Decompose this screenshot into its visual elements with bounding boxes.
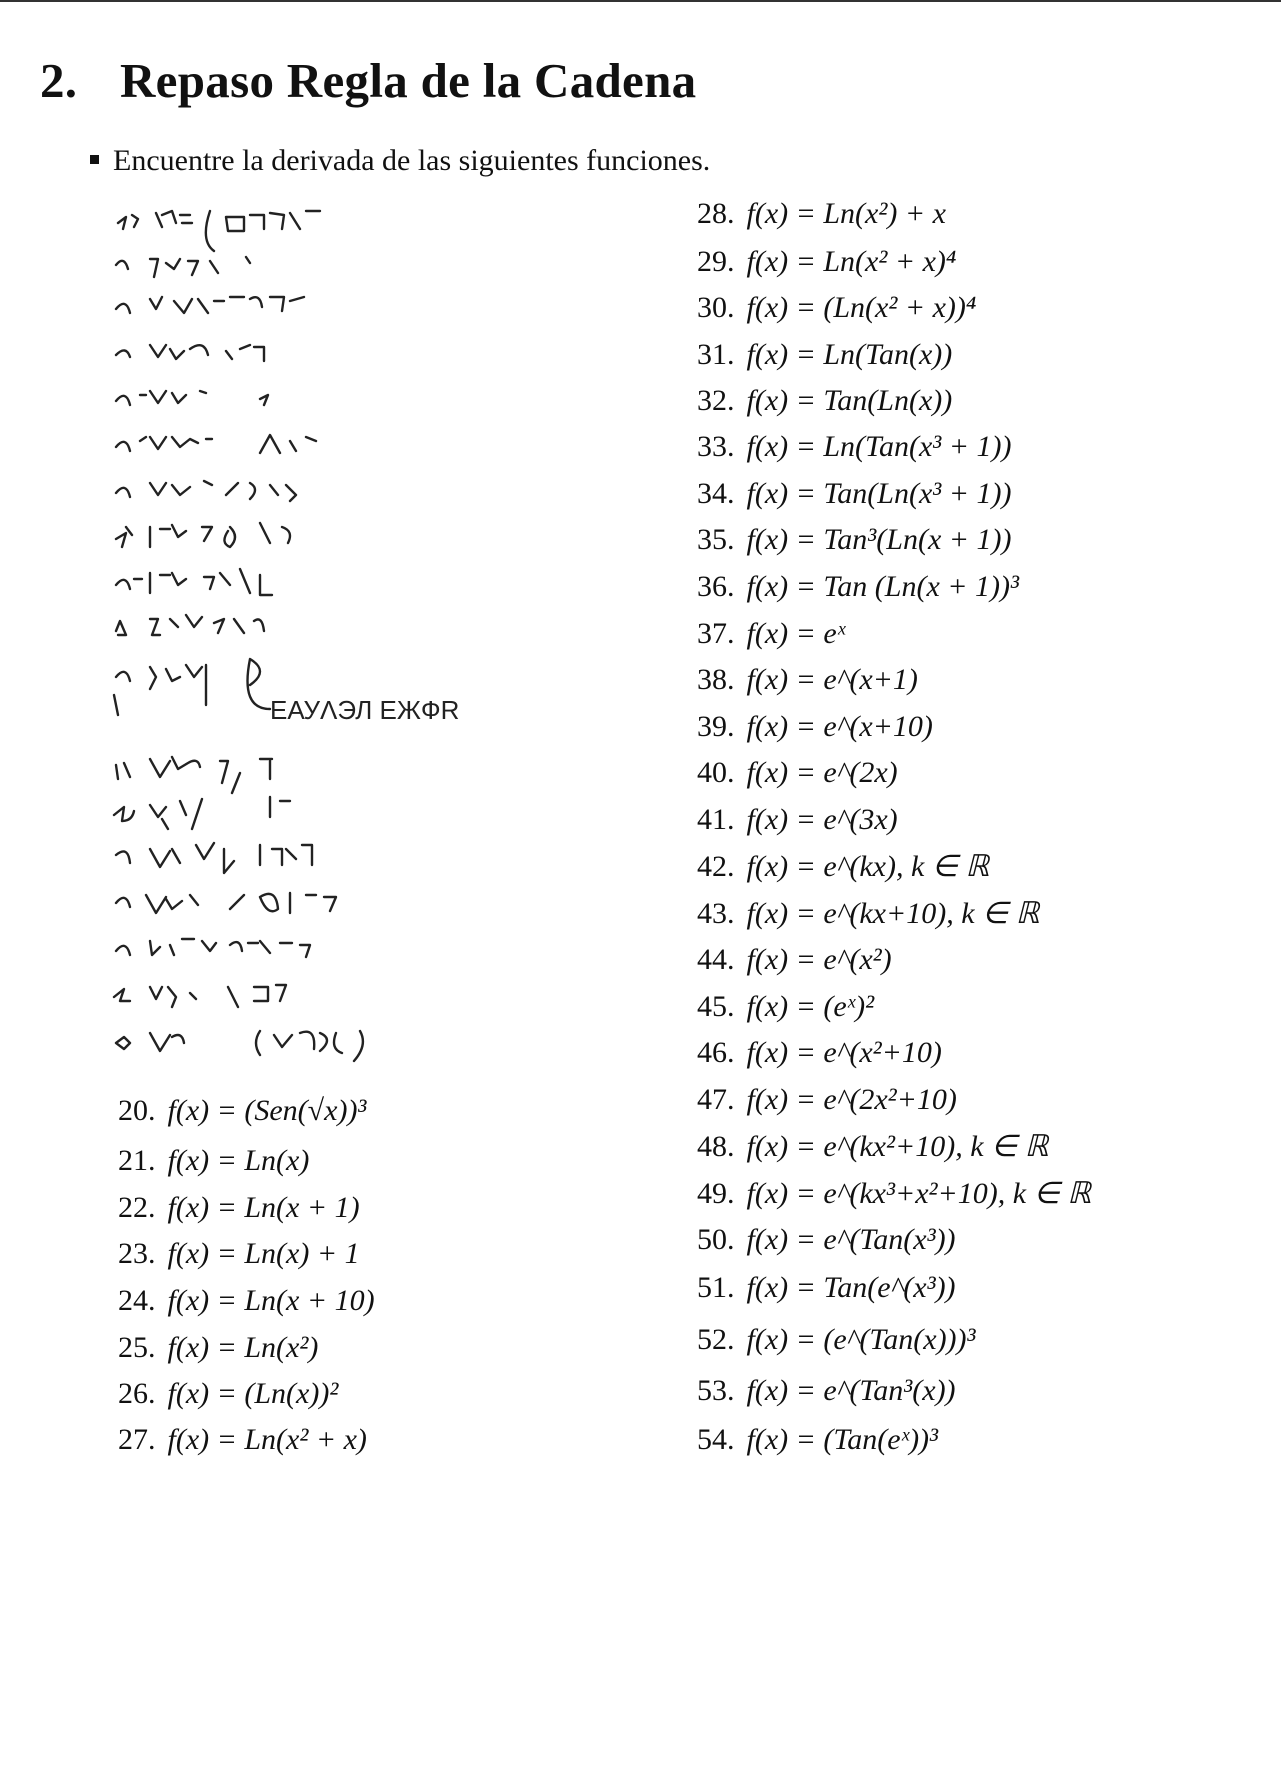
item-number: 25. — [118, 1331, 156, 1364]
item-expression: f(x) = e^(2x²+10) — [746, 1083, 957, 1116]
item-expression: f(x) = Ln(x + 1) — [167, 1191, 360, 1224]
item-number: 39. — [697, 710, 735, 743]
item-expression: f(x) = e^(x+10) — [746, 710, 933, 743]
bullet-square-icon — [90, 155, 99, 164]
section-title-text: Repaso Regla de la Cadena — [120, 53, 697, 108]
item-number: 30. — [697, 291, 735, 324]
exercise-item-45 — [697, 989, 874, 1025]
item-expression: f(x) = e^(kx²+10), k ∈ ℝ — [746, 1130, 1049, 1163]
exercise-item-53 — [697, 1373, 956, 1409]
exercise-item-52 — [697, 1322, 976, 1358]
item-expression: f(x) = Ln(x) + 1 — [167, 1237, 360, 1270]
item-expression: f(x) = e^(Tan³(x)) — [746, 1374, 956, 1407]
item-number: 37. — [697, 617, 735, 650]
section-number: 2. — [40, 53, 78, 108]
exercise-item-38 — [697, 662, 918, 698]
item-expression: f(x) = Ln(x + 10) — [167, 1284, 375, 1317]
item-expression: f(x) = e^(x²+10) — [746, 1036, 942, 1069]
item-expression: f(x) = (Ln(x² + x))⁴ — [746, 291, 977, 324]
item-number: 32. — [697, 384, 735, 417]
exercise-item-51 — [697, 1270, 956, 1306]
exercise-item-24 — [118, 1283, 375, 1319]
item-expression: f(x) = Ln(x² + x) — [167, 1423, 367, 1456]
item-number: 35. — [697, 523, 735, 556]
item-expression: f(x) = Ln(x² + x)⁴ — [746, 245, 957, 278]
exercise-item-37 — [697, 616, 845, 652]
exercise-item-39 — [697, 709, 933, 745]
exercise-item-54 — [697, 1422, 938, 1458]
exercise-item-31 — [697, 337, 952, 373]
item-expression: f(x) = (eˣ)² — [746, 990, 875, 1023]
item-number: 20. — [118, 1094, 156, 1127]
item-expression: f(x) = e^(kx), k ∈ ℝ — [746, 850, 990, 883]
exercise-item-40 — [697, 755, 898, 791]
item-number: 44. — [697, 943, 735, 976]
scribble-text: ЕАУΛЭЛ ЕЖФR — [270, 695, 460, 725]
item-expression: f(x) = Ln(x²) + x — [746, 197, 946, 230]
exercise-item-23 — [118, 1236, 360, 1272]
item-expression: f(x) = (Tan(eˣ))³ — [746, 1423, 939, 1456]
exercise-item-22 — [118, 1190, 360, 1226]
exercise-item-28 — [697, 196, 946, 232]
item-expression: f(x) = e^(3x) — [746, 803, 898, 836]
item-expression: f(x) = Ln(x) — [167, 1144, 310, 1177]
item-expression: f(x) = Tan³(Ln(x + 1)) — [746, 523, 1012, 556]
item-number: 50. — [697, 1223, 735, 1256]
exercise-item-49 — [697, 1176, 1091, 1212]
item-number: 43. — [697, 897, 735, 930]
exercise-item-32 — [697, 383, 952, 419]
exercise-item-47 — [697, 1082, 957, 1118]
item-number: 40. — [697, 756, 735, 789]
item-number: 48. — [697, 1130, 735, 1163]
item-expression: f(x) = (Sen(√x))³ — [167, 1094, 367, 1127]
exercise-item-35 — [697, 522, 1012, 558]
item-number: 28. — [697, 197, 735, 230]
item-expression: f(x) = Tan(Ln(x³ + 1)) — [746, 477, 1012, 510]
item-expression: f(x) = e^(2x) — [746, 756, 898, 789]
item-number: 51. — [697, 1271, 735, 1304]
exercise-item-33 — [697, 429, 1012, 465]
item-number: 54. — [697, 1423, 735, 1456]
exercise-item-41 — [697, 802, 898, 838]
item-expression: f(x) = Ln(Tan(x³ + 1)) — [746, 430, 1012, 463]
exercise-item-20 — [118, 1093, 366, 1129]
exercise-item-26 — [118, 1376, 338, 1412]
item-expression: f(x) = e^(kx+10), k ∈ ℝ — [746, 897, 1040, 930]
item-number: 33. — [697, 430, 735, 463]
instruction — [90, 144, 710, 178]
item-number: 22. — [118, 1191, 156, 1224]
exercise-item-50 — [697, 1222, 956, 1258]
item-number: 34. — [697, 477, 735, 510]
instruction-text: Encuentre la derivada de las siguientes funciones. — [113, 144, 711, 177]
item-expression: f(x) = e^(kx³+x²+10), k ∈ ℝ — [746, 1177, 1091, 1210]
exercise-item-21 — [118, 1143, 309, 1179]
exercise-item-43 — [697, 896, 1039, 932]
exercise-item-34 — [697, 476, 1012, 512]
item-number: 52. — [697, 1323, 735, 1356]
top-rule — [0, 0, 1281, 2]
item-number: 21. — [118, 1144, 156, 1177]
item-number: 47. — [697, 1083, 735, 1116]
item-expression: f(x) = Tan (Ln(x + 1))³ — [746, 570, 1020, 603]
item-number: 49. — [697, 1177, 735, 1210]
exercise-item-27 — [118, 1422, 367, 1458]
illegible-handwriting-area — [110, 205, 570, 1105]
exercise-item-30 — [697, 290, 976, 326]
exercise-item-42 — [697, 849, 989, 885]
exercise-item-25 — [118, 1330, 318, 1366]
item-number: 31. — [697, 338, 735, 371]
exercise-item-29 — [697, 244, 956, 280]
item-number: 38. — [697, 663, 735, 696]
item-number: 27. — [118, 1423, 156, 1456]
exercise-item-44 — [697, 942, 892, 978]
item-number: 42. — [697, 850, 735, 883]
item-number: 46. — [697, 1036, 735, 1069]
item-expression: f(x) = e^(Tan(x³)) — [746, 1223, 956, 1256]
item-number: 36. — [697, 570, 735, 603]
item-number: 23. — [118, 1237, 156, 1270]
item-number: 45. — [697, 990, 735, 1023]
exercise-item-46 — [697, 1035, 942, 1071]
item-expression: f(x) = e^(x²) — [746, 943, 892, 976]
item-expression: f(x) = Tan(e^(x³)) — [746, 1271, 956, 1304]
item-expression: f(x) = Ln(Tan(x)) — [746, 338, 953, 371]
item-expression: f(x) = Ln(x²) — [167, 1331, 319, 1364]
item-expression: f(x) = Tan(Ln(x)) — [746, 384, 953, 417]
item-expression: f(x) = (e^(Tan(x)))³ — [746, 1323, 976, 1356]
item-expression: f(x) = (Ln(x))² — [167, 1377, 339, 1410]
item-number: 29. — [697, 245, 735, 278]
exercise-item-36 — [697, 569, 1019, 605]
section-title — [40, 52, 696, 109]
item-expression: f(x) = eˣ — [746, 617, 846, 650]
item-number: 24. — [118, 1284, 156, 1317]
item-number: 41. — [697, 803, 735, 836]
exercise-item-48 — [697, 1129, 1048, 1165]
item-number: 26. — [118, 1377, 156, 1410]
item-number: 53. — [697, 1374, 735, 1407]
item-expression: f(x) = e^(x+1) — [746, 663, 918, 696]
